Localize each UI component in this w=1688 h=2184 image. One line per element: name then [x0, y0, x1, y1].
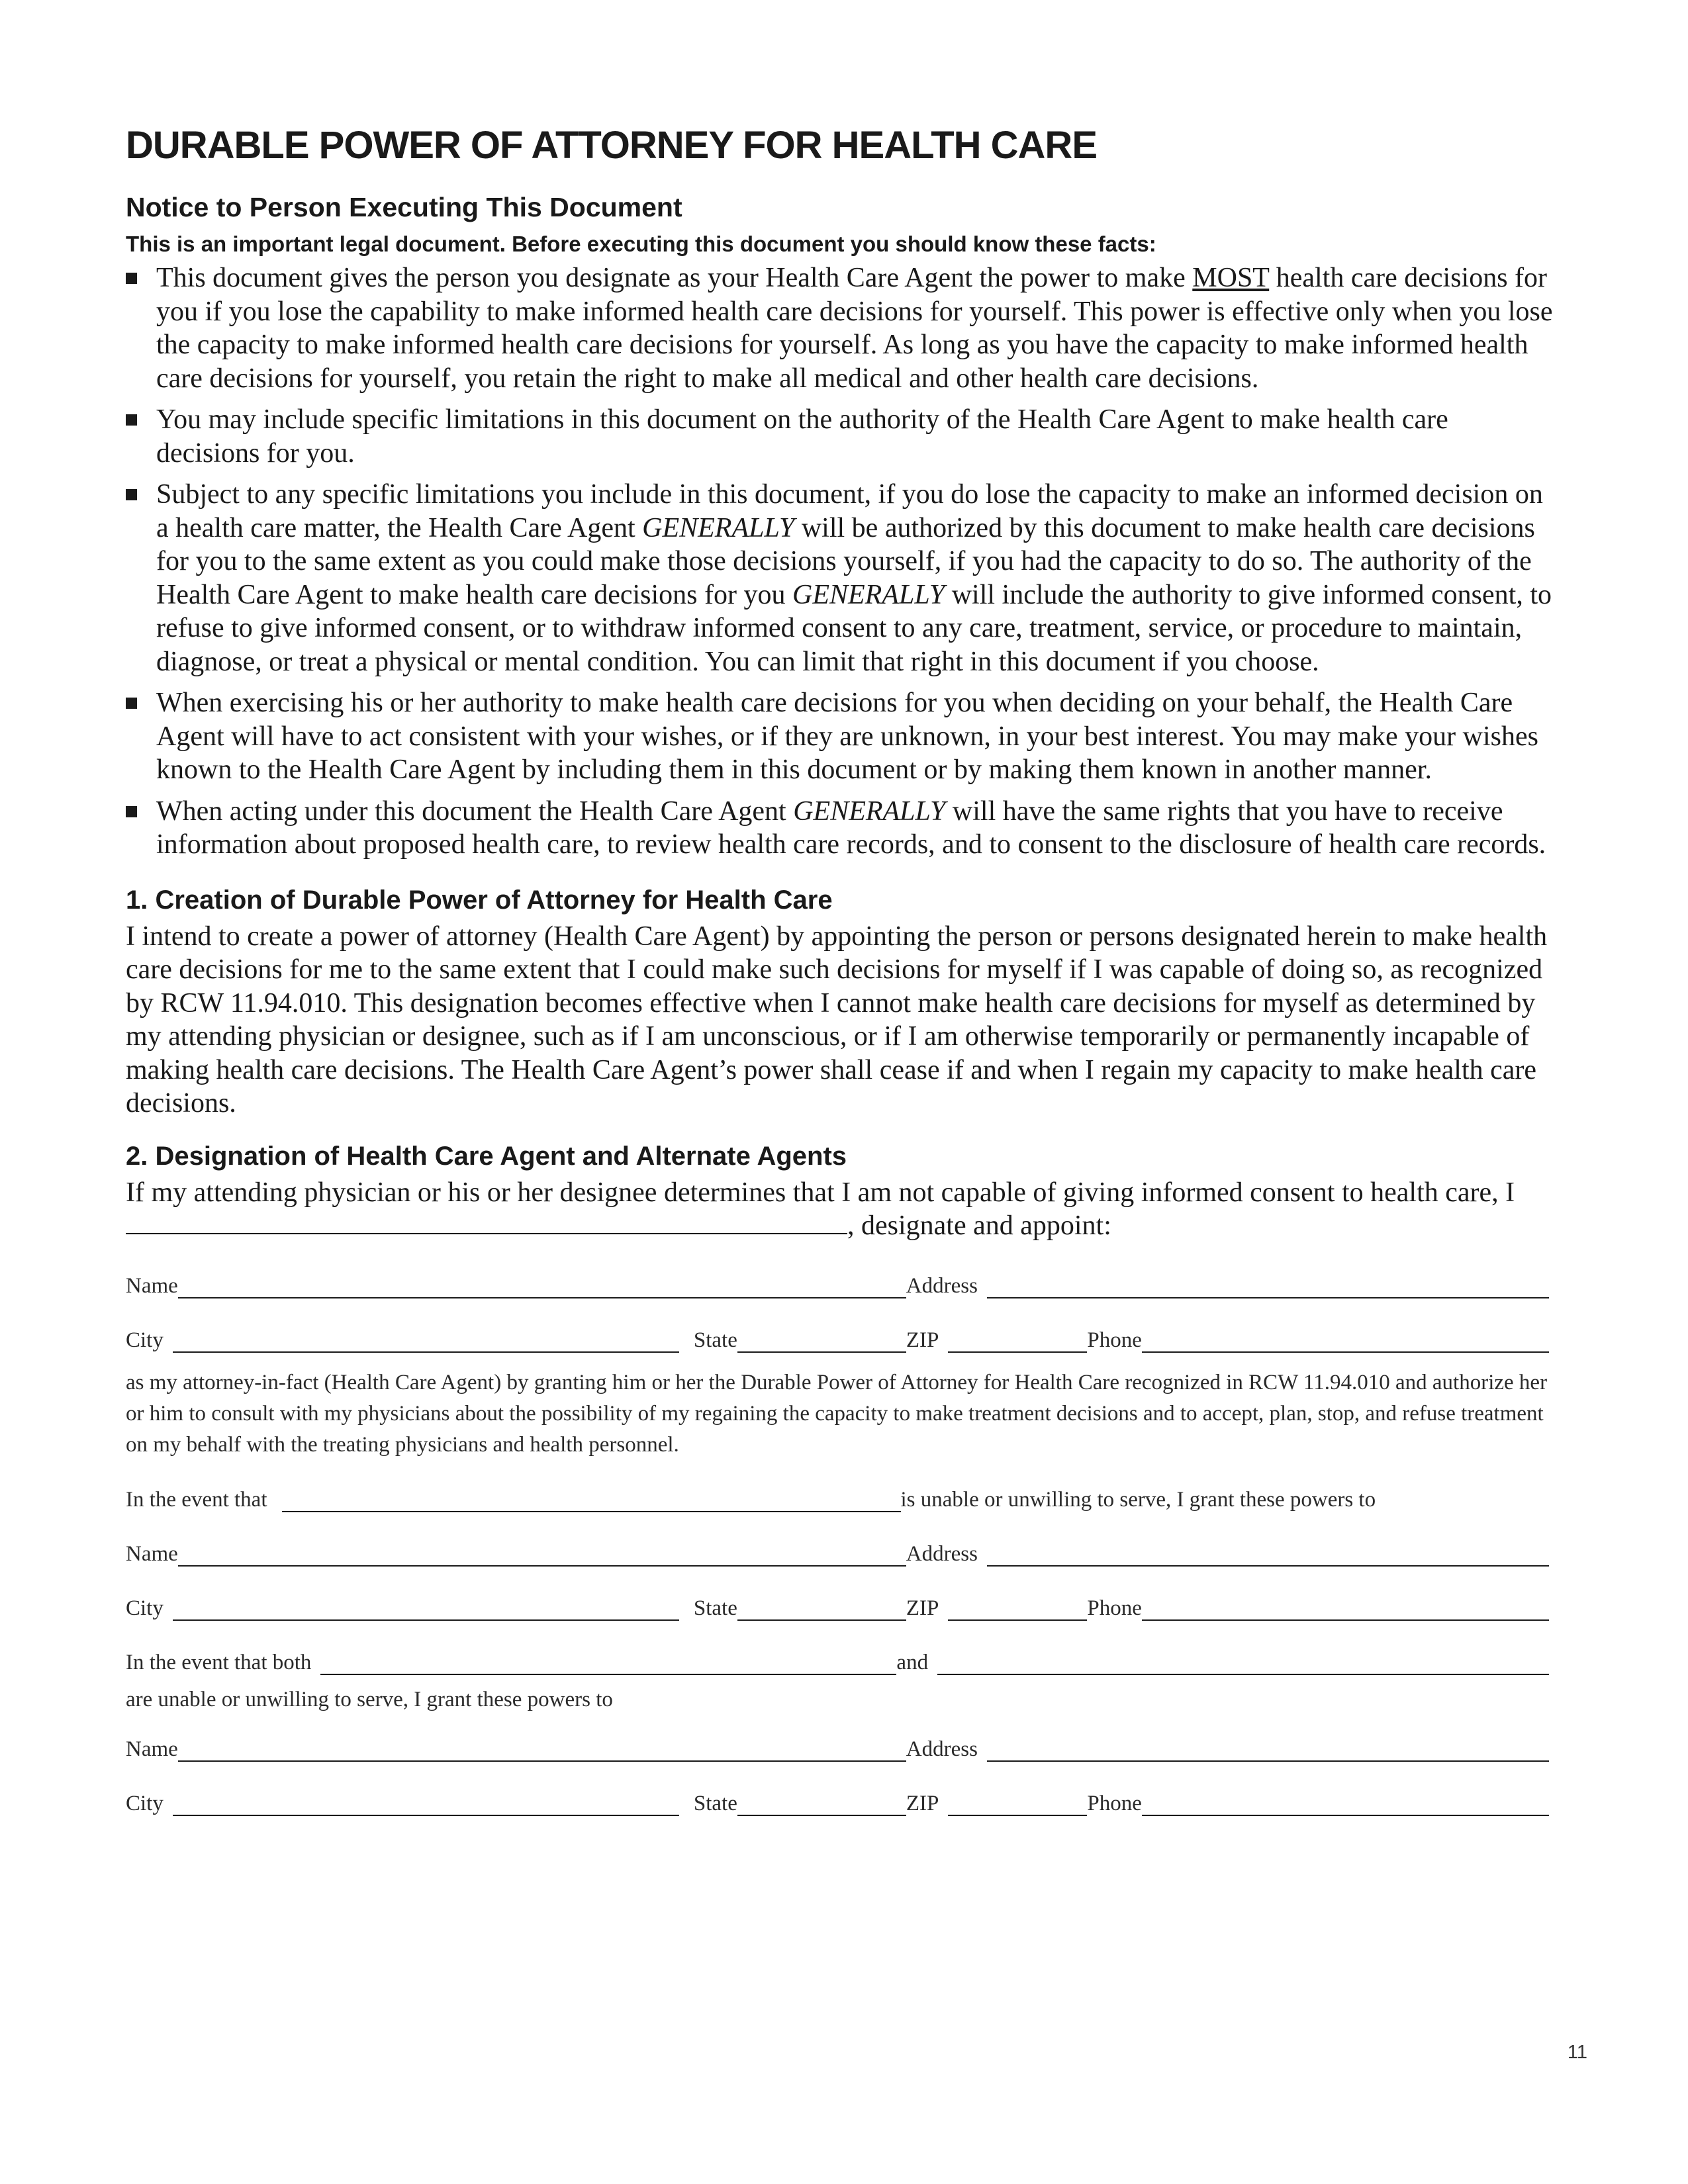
agent-designation-form: [126, 1269, 1556, 1816]
bullet-text: You may include specific limitations in this document on the authority of the Health Care Agent to make health care decisions for you.: [156, 404, 1448, 469]
notice-heading: Notice to Person Executing This Document: [126, 192, 682, 222]
alternate-2-name-address-row: [126, 1733, 1549, 1762]
name-label: Name: [126, 1737, 178, 1761]
address-label: Address: [906, 1541, 978, 1566]
section-1-body: I intend to create a power of attorney (Health Care Agent) by appointing the person or persons designated herein to make health care decisions for me to the same extent that I could make such decisions for myself if I was capable of doing so, as recognized by RCW 11.94.010. This designation becomes effective when I cannot make health care decisions for myself as determined by my attending physician or designee, such as if I am unconscious, or if I am otherwise temporarily or permanently incapable of making health care decisions. The Health Care Agent’s power shall cease if and when I regain my capacity to make health care decisions.: [126, 921, 1548, 1118]
state-label: State: [693, 1791, 737, 1815]
alternate-1-name-field[interactable]: [178, 1545, 906, 1567]
agent-city-field[interactable]: [173, 1332, 679, 1353]
alternate-2-state-field[interactable]: [737, 1795, 906, 1816]
notice-bullet-4: [126, 686, 1556, 787]
page-number: 11: [1567, 2042, 1587, 2063]
alternate-1-address-field[interactable]: [987, 1545, 1549, 1567]
city-label: City: [126, 1596, 164, 1620]
phone-label: Phone: [1087, 1596, 1142, 1620]
alternate-1-condition-field[interactable]: [282, 1491, 901, 1512]
section-2-intro: [126, 1176, 1556, 1243]
zip-label: ZIP: [906, 1596, 939, 1620]
bullet-text: When exercising his or her authority to make health care decisions for you when deciding on your behalf, the Health Care Agent will have to act consistent with your wishes, or if they are unknown, in your best interest. You may make your wishes known to the Health Care Agent by including them in this document or by making them known in another manner.: [156, 688, 1538, 785]
bullet-text: health care decisions for you if you lose the capability to make informed health care decisions for yourself. This power is effective only when you lose the capacity to make informed health care decisions for yourself. As long as you have the capacity to make informed health care decisions for yourself, you retain the right to make all medical and other health care decisions.: [156, 263, 1553, 394]
agent-city-row: [126, 1324, 1549, 1353]
emphasis-most: MOST: [1192, 263, 1270, 293]
bullet-text: Subject to any specific limitations you include in this document, if you do lose the capacity to make an informed decision on a health care matter, the Health Care Agent: [156, 479, 1543, 543]
alternate-2-phone-field[interactable]: [1142, 1795, 1549, 1816]
principal-name-line[interactable]: [126, 1209, 847, 1234]
section-1-heading: 1. Creation of Durable Power of Attorney for Health Care: [126, 885, 833, 915]
alternate-2-condition-label: In the event that both: [126, 1650, 312, 1674]
alternate-1-condition-label: In the event that: [126, 1487, 267, 1512]
alternate-2-name-field[interactable]: [178, 1741, 906, 1762]
square-bullet-icon: [126, 806, 137, 817]
agent-name-address-row: [126, 1269, 1549, 1298]
alternate-1-city-field[interactable]: [173, 1600, 679, 1621]
name-label: Name: [126, 1273, 178, 1298]
authority-text: as my attorney-in-fact (Health Care Agent) by granting him or her the Durable Power of Attorney for Health Care recognized in RCW 11.94.010 and authorize her or him to consult with my physicians about the possibility of my regaining the capacity to make treatment decisions and to accept, plan, stop, and refuse treatment on my behalf with the treating physicians and health personnel.: [126, 1370, 1548, 1457]
notice-subheading: This is an important legal document. Before executing this document you should know these facts:: [126, 232, 1156, 256]
notice-bullet-3: [126, 478, 1556, 678]
alternate-1-zip-field[interactable]: [948, 1600, 1087, 1621]
phone-label: Phone: [1087, 1791, 1142, 1815]
city-label: City: [126, 1791, 164, 1815]
bullet-text: will have the same rights that you have to receive information about proposed health care, to review health care records, and to consent to the disclosure of health care records.: [156, 796, 1546, 860]
agent-zip-field[interactable]: [948, 1332, 1087, 1353]
alternate-1-city-row: [126, 1592, 1549, 1621]
agent-state-field[interactable]: [737, 1332, 906, 1353]
alternate-1-state-field[interactable]: [737, 1600, 906, 1621]
section-2-heading: 2. Designation of Health Care Agent and Alternate Agents: [126, 1141, 847, 1171]
alternate-2-zip-field[interactable]: [948, 1795, 1087, 1816]
bullet-text: This document gives the person you designate as your Health Care Agent the power to make: [156, 263, 1193, 293]
alternate-1-condition-text: is unable or unwilling to serve, I grant these powers to: [900, 1487, 1376, 1512]
address-label: Address: [906, 1737, 978, 1761]
alternate-1-phone-field[interactable]: [1142, 1600, 1549, 1621]
phone-label: Phone: [1087, 1328, 1142, 1352]
square-bullet-icon: [126, 414, 137, 426]
agent-name-field[interactable]: [178, 1277, 906, 1298]
name-label: Name: [126, 1541, 178, 1566]
agent-address-field[interactable]: [987, 1277, 1549, 1298]
alternate-1-name-address-row: [126, 1537, 1549, 1567]
intro-text: , designate and appoint:: [847, 1210, 1111, 1241]
state-label: State: [693, 1596, 737, 1620]
emphasis-generally: GENERALLY: [793, 796, 946, 827]
alternate-2-city-row: [126, 1787, 1549, 1816]
intro-text: If my attending physician or his or her designee determines that I am not capable of giving informed consent to health care, I: [126, 1177, 1515, 1208]
bullet-text: When acting under this document the Health Care Agent: [156, 796, 794, 827]
square-bullet-icon: [126, 489, 137, 500]
alternate-2-address-field[interactable]: [987, 1741, 1549, 1762]
notice-bullet-5: [126, 795, 1556, 862]
emphasis-generally: GENERALLY: [642, 512, 795, 543]
alternate-2-condition-row: [126, 1646, 1549, 1675]
and-label: and: [896, 1650, 929, 1674]
emphasis-generally: GENERALLY: [792, 579, 945, 610]
square-bullet-icon: [126, 698, 137, 709]
zip-label: ZIP: [906, 1328, 939, 1352]
agent-phone-field[interactable]: [1142, 1332, 1549, 1353]
document-page: [126, 116, 1556, 1816]
bullet-text: will be authorized by this document to make health care decisions for you to the same extent as you could make those decisions yourself, if you had the capacity to do so. The authority of the Health Care Agent to make health care decisions for you: [156, 512, 1535, 610]
address-label: Address: [906, 1273, 978, 1298]
alternate-2-city-field[interactable]: [173, 1795, 679, 1816]
square-bullet-icon: [126, 273, 137, 284]
alternate-2-first-field[interactable]: [320, 1654, 896, 1675]
notice-bullet-list: [126, 261, 1556, 862]
alternate-2-second-field[interactable]: [937, 1654, 1549, 1675]
notice-bullet-1: [126, 261, 1556, 395]
city-label: City: [126, 1328, 164, 1352]
notice-bullet-2: [126, 403, 1556, 470]
state-label: State: [693, 1328, 737, 1352]
zip-label: ZIP: [906, 1791, 939, 1815]
alternate-2-condition-text: are unable or unwilling to serve, I grant these powers to: [126, 1687, 613, 1711]
document-title: DURABLE POWER OF ATTORNEY FOR HEALTH CARE: [126, 124, 1097, 167]
bullet-text: will include the authority to give informed consent, to refuse to give informed consent, or to withdraw informed consent to any care, treatment, service, or procedure to maintain, diagnose, or treat a physical or mental condition. You can limit that right in this document if you choose.: [156, 579, 1552, 677]
alternate-1-condition-row: [126, 1483, 1549, 1512]
